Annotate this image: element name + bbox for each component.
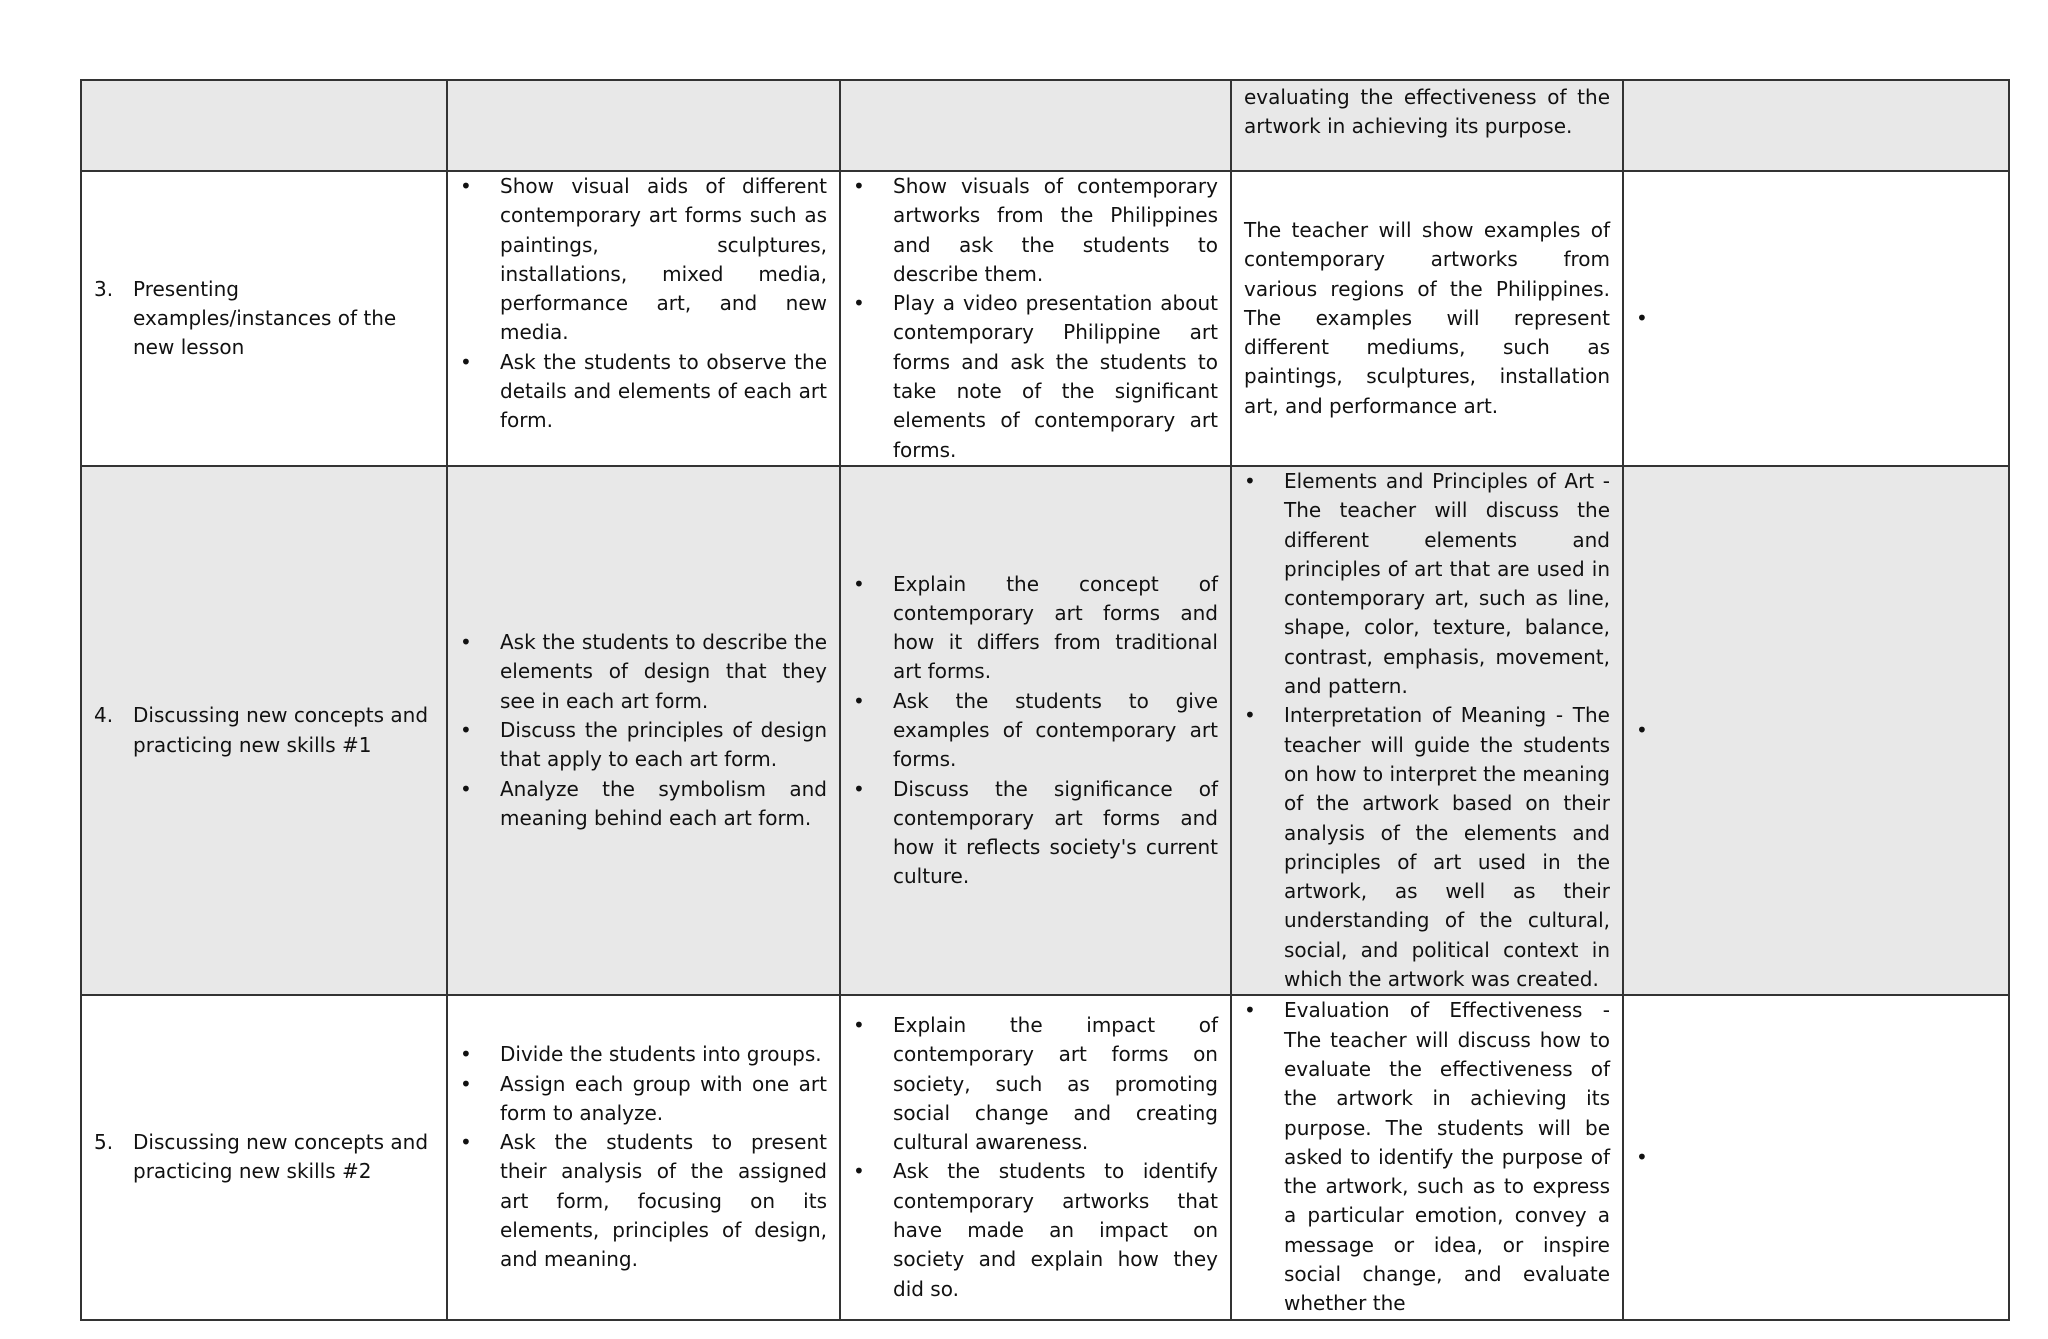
row-label-cell [81, 466, 447, 995]
row-label-cell [81, 995, 447, 1319]
col4-cell [1231, 171, 1623, 466]
col3-cell [840, 171, 1231, 466]
empty-bullet: • [1636, 717, 1648, 742]
list-item: • Ask the students to describe the elements of design that they see in each art form. [460, 628, 827, 716]
list-item: • Play a video presentation about contemporary Philippine art forms and ask the students to take note of the significant elements of contemporary art forms. [853, 289, 1218, 465]
empty-bullet: • [1636, 305, 1648, 330]
list-item: • Ask the students to give examples of contemporary art forms. [853, 687, 1218, 775]
col4-cell [1231, 995, 1623, 1319]
list-item: • Discuss the significance of contemporary art forms and how it reflects society's current culture. [853, 775, 1218, 892]
col3-list [853, 570, 1218, 892]
col3-cell [840, 995, 1231, 1319]
list-item: • Elements and Principles of Art - The teacher will discuss the different elements and principles of art that are used in contemporary art, such as line, shape, color, texture, balance, contrast, emphasis, movement, and pattern. [1244, 467, 1610, 701]
list-item: • Evaluation of Effectiveness - The teacher will discuss how to evaluate the effectiveness of the artwork in achieving its purpose. The students will be asked to identify the purpose of the artwork, such as to express a particular emotion, convey a message or idea, or inspire social change, and evaluate whether the [1244, 996, 1610, 1318]
table-row-5 [81, 995, 2009, 1319]
list-item: • Assign each group with one art form to analyze. [460, 1070, 827, 1129]
col3-cell-empty [840, 80, 1231, 171]
col3-list [853, 1011, 1218, 1304]
col2-list [460, 628, 827, 833]
lesson-plan-table [80, 79, 2010, 1321]
col4-list [1244, 467, 1610, 994]
list-item: • Explain the concept of contemporary art forms and how it differs from traditional art forms. [853, 570, 1218, 687]
list-item: • Ask the students to observe the details and elements of each art form. [460, 348, 827, 436]
empty-bullet: • [1636, 1144, 1648, 1169]
col4-text: evaluating the effectiveness of the artwork in achieving its purpose. [1244, 85, 1610, 139]
row-number: 4. [94, 703, 114, 728]
list-item: • Analyze the symbolism and meaning behind each art form. [460, 775, 827, 834]
col4-cell [1231, 466, 1623, 995]
list-item: • Ask the students to identify contemporary artworks that have made an impact on society and explain how they did so. [853, 1157, 1218, 1303]
list-item: • Interpretation of Meaning - The teacher will guide the students on how to interpret the meaning of the artwork based on their analysis of the elements and principles of art used in the artwork, as well as their understanding of the cultural, social, and political context in which the artwork was created. [1244, 701, 1610, 994]
list-item: • Show visuals of contemporary artworks from the Philippines and ask the students to describe them. [853, 172, 1218, 289]
list-item: • Discuss the principles of design that apply to each art form. [460, 716, 827, 775]
table-row-4 [81, 466, 2009, 995]
col5-cell [1623, 995, 2009, 1319]
col3-list [853, 172, 1218, 465]
col2-cell [447, 466, 840, 995]
col4-list [1244, 996, 1610, 1318]
list-item: • Divide the students into groups. [460, 1040, 827, 1069]
col2-list [460, 1040, 827, 1274]
col3-cell [840, 466, 1231, 995]
list-item: • Explain the impact of contemporary art forms on society, such as promoting social change and creating cultural awareness. [853, 1011, 1218, 1157]
list-item: • Ask the students to present their analysis of the assigned art form, focusing on its elements, principles of design, and meaning. [460, 1128, 827, 1274]
col4-text: The teacher will show examples of contemporary artworks from various regions of the Philippines. The examples will represent different mediums, such as paintings, sculptures, installation art, and performance art. [1244, 217, 1610, 418]
row-label-cell-empty [81, 80, 447, 171]
col5-cell [1623, 466, 2009, 995]
list-item: • Show visual aids of different contemporary art forms such as paintings, sculptures, installations, mixed media, performance art, and new media. [460, 172, 827, 348]
col5-cell [1623, 171, 2009, 466]
row-label: Discussing new concepts and practicing new skills #2 [133, 1130, 429, 1184]
col4-cell [1231, 80, 1623, 171]
row-label: Discussing new concepts and practicing new skills #1 [133, 703, 429, 757]
col2-cell [447, 995, 840, 1319]
row-number: 3. [94, 276, 114, 301]
col5-cell-empty [1623, 80, 2009, 171]
row-number: 5. [94, 1130, 114, 1155]
col2-cell [447, 171, 840, 466]
row-label-cell [81, 171, 447, 466]
row-label: Presenting examples/instances of the new lesson [133, 276, 397, 360]
col2-cell-empty [447, 80, 840, 171]
table-row-continuation [81, 80, 2009, 171]
col2-list [460, 172, 827, 436]
table-row-3 [81, 171, 2009, 466]
